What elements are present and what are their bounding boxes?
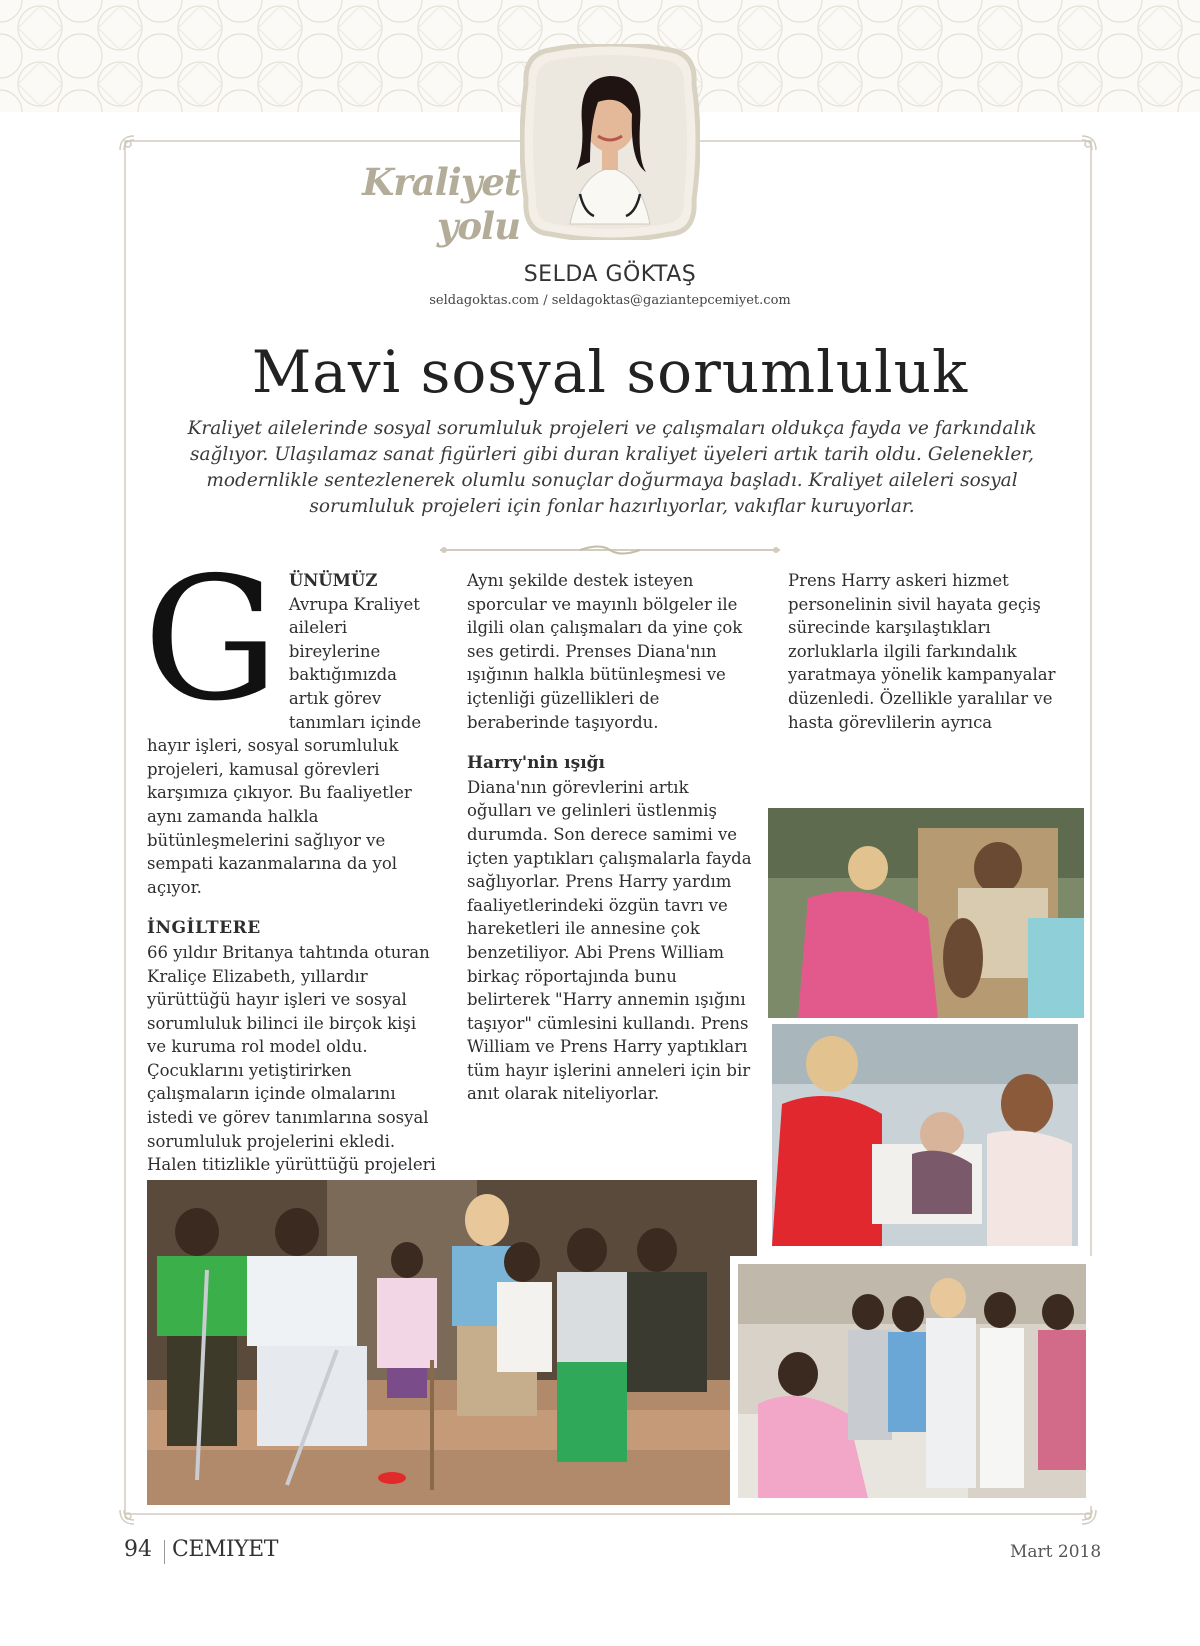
- article-column-2: [467, 569, 757, 1106]
- page-number: 94: [124, 1537, 152, 1562]
- issue-date: Mart 2018: [1010, 1542, 1102, 1562]
- first-word: ÜNÜMÜZ: [288, 571, 378, 590]
- ornamental-divider: [440, 543, 780, 557]
- drop-cap: G: [143, 541, 279, 739]
- headline: Mavi sosyal sorumluluk: [251, 338, 969, 406]
- author-name: SELDA GÖKTAŞ: [523, 262, 697, 287]
- england-paragraph: 66 yıldır Britanya tahtında oturan Kraliçe Elizabeth, yıllardır yürüttüğü hayır işleri ve sosyal sorumluluk bilinci ile birçok kişi ve kuruma rol model oldu. Çocuklarını yetiştirirken çalışmaların içinde olmalarını istedi ve görev tanımlarına sosyal sorumluluk projelerini ekledi. Halen titizlikle yürüttüğü projeleri: [147, 942, 436, 1175]
- subheading-england: İNGİLTERE: [147, 918, 261, 939]
- harry-paragraph-2: Prens Harry askeri hizmet personelinin sivil hayata geçiş sürecinde karşılaştıkları zorluklarla ilgili farkındalık yaratmaya yönelik kampanyalar düzenledi. Özellikle yaralılar ve hasta görevlilerin ayrıca: [788, 571, 1056, 732]
- magazine-brand: CEMIYET: [172, 1537, 278, 1562]
- corner-ornament-icon: [114, 130, 154, 170]
- photo-diana-hospital: [730, 1256, 1094, 1506]
- footer-separator: [164, 1540, 165, 1564]
- photo-diana-visit-2: [772, 1024, 1078, 1246]
- subheading-harry: Harry'nin ışığı: [467, 753, 606, 774]
- photo-diana-landmine-survivors: [147, 1180, 757, 1505]
- diana-paragraph-2: Aynı şekilde destek isteyen sporcular ve mayınlı bölgeler ile ilgili olan çalışmaları da yine çok ses getirdi. Prenses Diana'nın ışığının halkla bütünleşmesi ve içtenliği güzellikleri de beraberinde taşıyordu.: [467, 571, 743, 732]
- harry-paragraph: Diana'nın görevlerini artık oğulları ve gelinleri üstlenmiş durumda. Son derece samimi ve içten yaptıkları çalışmalarla fayda sağlıyorlar. Prens Harry yardım faaliyetlerindeki özgün tavrı ve hareketleri ile annesine çok benzetiliyor. Abi Prens William birkaç röportajında bunu belirterek "Harry annemin ışığını taşıyor" cümlesini kullandı. Prens William ve Prens Harry yaptıkları tüm hayır işlerini anneleri için bir anıt olarak niteliyorlar.: [467, 777, 752, 1104]
- lead-paragraph: Kraliyet ailelerinde sosyal sorumluluk projeleri ve çalışmaları oldukça fayda ve farkındalık sağlıyor. Ulaşılamaz sanat figürleri gibi duran kraliyet üyeleri artık tarih oldu. Gelenekler, modernlikle sentezlenerek olumlu sonuçlar doğurmaya başladı. Kraliyet aileleri sosyal sorumluluk projeleri için fonlar hazırlıyorlar, vakıflar kuruyorlar.: [187, 418, 1037, 517]
- author-portrait: [520, 44, 700, 240]
- corner-ornament-icon: [1062, 130, 1102, 170]
- section-title: Kraliyet yolu: [362, 160, 520, 248]
- photo-diana-visit-1: [768, 808, 1084, 1018]
- author-contact: seldagoktas.com / seldagoktas@gaziantepcemiyet.com: [429, 293, 791, 308]
- intro-text: Avrupa Kraliyet aileleri bireylerine baktığımızda artık görev tanımları içinde hayır işleri, sosyal sorumluluk projeleri, kamusal görevleri karşımıza çıkıyor. Bu faaliyetler aynı zamanda halkla bütünleşmelerini sağlıyor ve sempati kazanmalarına da yol açıyor.: [147, 594, 422, 897]
- article-column-3: [788, 569, 1078, 734]
